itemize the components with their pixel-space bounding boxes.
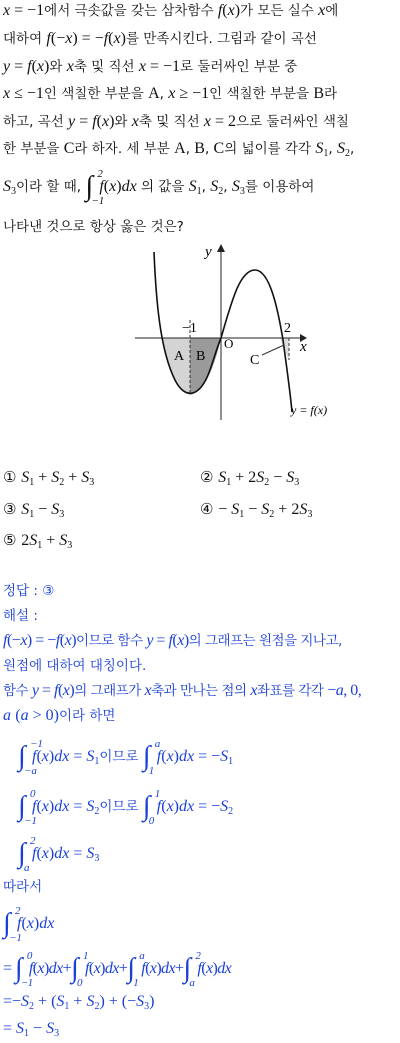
- answer-label: 정답 : ③: [3, 583, 55, 599]
- origin-label: O: [224, 336, 234, 351]
- final-line-3: $=-S_2 + (S_1 + S_2) + (-S_3)$: [3, 993, 155, 1012]
- choice-3[interactable]: ③ $S_1 - S_3$: [3, 500, 65, 520]
- question-line-8: 나타낸 것으로 항상 옳은 것은?: [3, 219, 184, 235]
- curve-label: y = f(x): [291, 403, 328, 417]
- equation-1: ∫ −1 −a $f(x)dx = S_1$이므로 ∫ a 1 $f(x)dx = -S_1$: [18, 738, 234, 777]
- region-a: [162, 338, 190, 395]
- solution-line-1b: 원점에 대하여 대칭이다.: [3, 658, 147, 674]
- region-c-label: C: [250, 353, 260, 368]
- question-line-2: 대하여 f(−x) = −f(x)를 만족시킨다. 그림과 같이 곡선: [3, 30, 317, 47]
- question-line-4: x ≤ −1인 색칠한 부분을 A, x ≥ −1인 색칠한 부분을 B라: [3, 85, 338, 102]
- function-graph: [0, 240, 400, 420]
- solution-line-1a: f(−x) = −f(x)이므로 함수 y = f(x)의 그래프는 원점을 지나고,: [3, 632, 342, 649]
- choice-4[interactable]: ④ − $S_1 - S_2 + 2S_3$: [200, 500, 313, 520]
- question-line-7: $S_3$이라 할 때, ∫ 2 −1 f(x)dx 의 값을 $S_1$, $S_2$, $S_3$를 이용하여: [3, 168, 315, 207]
- region-b-label: B: [196, 349, 206, 364]
- y-axis-label: y: [205, 244, 212, 260]
- tick-label-2: 2: [284, 321, 291, 336]
- equation-3: ∫ 2 a $f(x)dx = S_3$: [18, 835, 100, 874]
- therefore-label: 따라서: [3, 879, 43, 895]
- choice-1[interactable]: ① $S_1 + S_2 + S_3$: [3, 468, 95, 488]
- choice-2[interactable]: ② $S_1 + 2S_2 - S_3$: [200, 468, 300, 488]
- solution-line-2b: a (a > 0)이라 하면: [3, 707, 116, 724]
- cubic-curve: [154, 252, 292, 412]
- region-b: [190, 338, 221, 395]
- choice-5[interactable]: ⑤ $2S_1 + S_3$: [3, 531, 73, 551]
- question-line-6: 한 부분을 C라 하자. 세 부분 A, B, C의 넓이를 각각 $S_1$, $S_2$,: [3, 140, 355, 159]
- question-line-3: y = f(x)와 x축 및 직선 x = −1로 둘러싸인 부분 중: [3, 58, 298, 75]
- final-line-2: = ∫ 0 −1 f(x)dx+∫ 1 0 f(x)dx+∫ a 1 f(x)dx+∫ 2 a f(x)dx: [3, 950, 232, 989]
- x-axis-label: x: [300, 339, 307, 355]
- y-axis-arrow: [217, 244, 225, 252]
- final-line-4: = $S_1 - S_3$: [3, 1020, 60, 1039]
- region-c-pointer: [262, 345, 284, 355]
- tick-label-neg1: −1: [182, 321, 197, 336]
- equation-2: ∫ 0 −1 $f(x)dx = S_2$이므로 ∫ 1 0 $f(x)dx = -S_2$: [18, 788, 234, 827]
- question-line-1: x = −1에서 극솟값을 갖는 삼차함수 f(x)가 모든 실수 x에: [3, 2, 339, 19]
- solution-line-2a: 함수 y = f(x)의 그래프가 x축과 만나는 점의 x좌표를 각각 −a, 0,: [3, 682, 362, 699]
- region-a-label: A: [174, 349, 185, 364]
- explanation-label: 해설 :: [3, 608, 38, 624]
- final-line-1: ∫ 2 −1 f(x)dx: [3, 905, 55, 944]
- question-line-5: 하고, 곡선 y = f(x)와 x축 및 직선 x = 2으로 둘러싸인 색칠: [3, 113, 349, 130]
